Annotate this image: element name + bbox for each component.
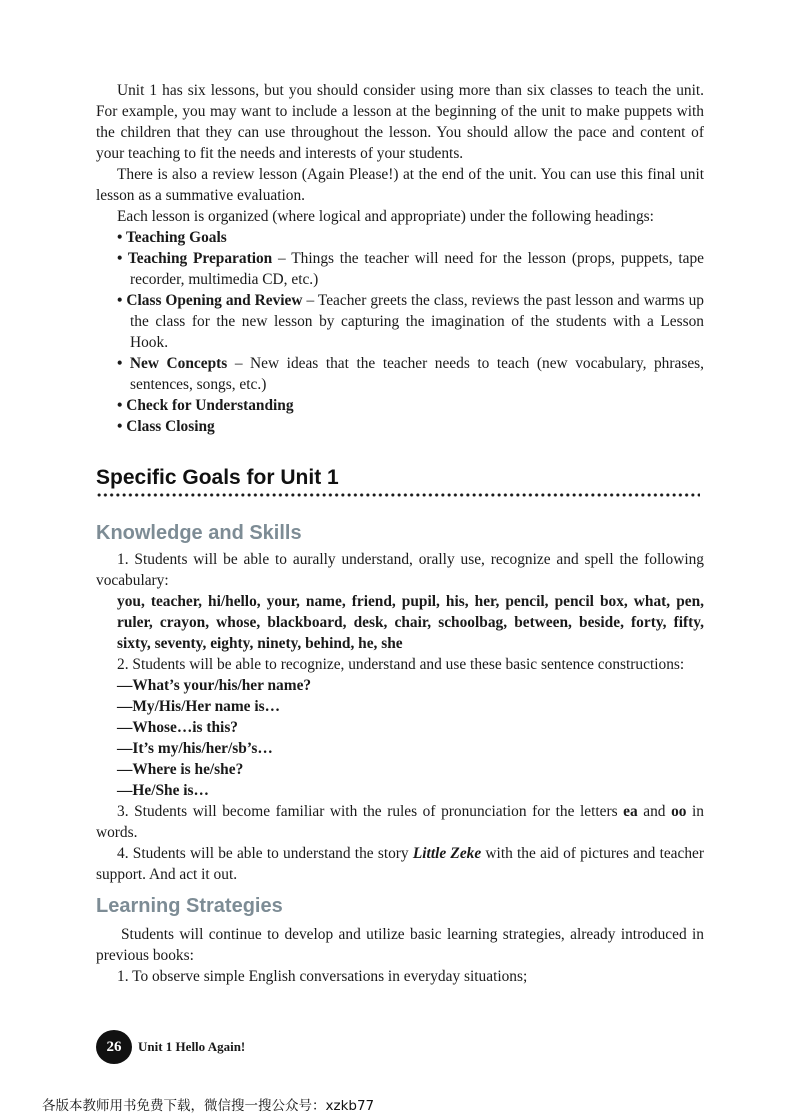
sentence-construction: —He/She is… (117, 782, 209, 799)
strategies-intro: Students will continue to develop and utilize basic learning strategies, already introduced in previous books: (96, 926, 704, 964)
unit-title: Unit 1 Hello Again! (138, 1039, 246, 1054)
page-number: 26 (96, 1030, 132, 1064)
knowledge-item-4: 4. Students will be able to understand the story Little Zeke with the aid of pictures and teacher support. And act it out. (96, 845, 704, 883)
list-item: • Class Closing (117, 418, 215, 435)
list-item: • Teaching Goals (117, 229, 227, 246)
knowledge-item-1: 1. Students will be able to aurally understand, orally use, recognize and spell the following vocabulary: (96, 551, 704, 589)
watermark-text: 各版本教师用书免费下载，微信搜一搜公众号：xzkb77 (42, 1098, 375, 1114)
strategies-item-1: 1. To observe simple English conversations in everyday situations; (117, 968, 528, 985)
intro-paragraph-3: Each lesson is organized (where logical and appropriate) under the following headings: (117, 208, 654, 225)
sentence-construction: —Where is he/she? (117, 761, 244, 778)
vocabulary-list: you, teacher, hi/hello, your, name, friend, pupil, his, her, pencil, pencil box, what, pen, ruler, crayon, whose, blackboard, desk, chair, schoolbag, between, beside, forty, fifty, sixty, seventy, eighty, ninety, behind, he, she (117, 593, 704, 652)
lesson-headings-list (96, 227, 704, 437)
sentence-construction: —Whose…is this? (117, 719, 239, 736)
intro-paragraph-2: There is also a review lesson (Again Please!) at the end of the unit. You can use this final unit lesson as a summative evaluation. (96, 166, 704, 204)
list-item: • Teaching Preparation – Things the teacher will need for the lesson (props, puppets, tape recorder, multimedia CD, etc.) (117, 250, 704, 288)
sentence-construction: —My/His/Her name is… (117, 698, 281, 715)
strategies-heading: Learning Strategies (96, 895, 283, 917)
list-item: • Class Opening and Review – Teacher greets the class, reviews the past lesson and warms up the class for the new lesson by capturing the imagination of the students with a Lesson Hook. (117, 292, 704, 351)
sentence-construction: —What’s your/his/her name? (117, 677, 312, 694)
knowledge-item-2: 2. Students will be able to recognize, understand and use these basic sentence constructions: (117, 656, 685, 673)
intro-paragraph-1: Unit 1 has six lessons, but you should consider using more than six classes to teach the unit. For example, you may want to include a lesson at the beginning of the unit to make puppets with the children that they can use throughout the lesson. You should allow the pace and content of your teaching to fit the needs and interests of your students. (96, 82, 704, 162)
knowledge-heading: Knowledge and Skills (96, 522, 302, 544)
page-content (96, 80, 704, 987)
list-item: • Check for Understanding (117, 397, 294, 414)
sentence-construction: —It’s my/his/her/sb’s… (117, 740, 273, 757)
section-title: Specific Goals for Unit 1 (96, 466, 339, 489)
knowledge-item-3: 3. Students will become familiar with the rules of pronunciation for the letters ea and oo in words. (96, 803, 704, 841)
page-footer (96, 1030, 245, 1064)
list-item: • New Concepts – New ideas that the teacher needs to teach (new vocabulary, phrases, sentences, songs, etc.) (117, 355, 704, 393)
